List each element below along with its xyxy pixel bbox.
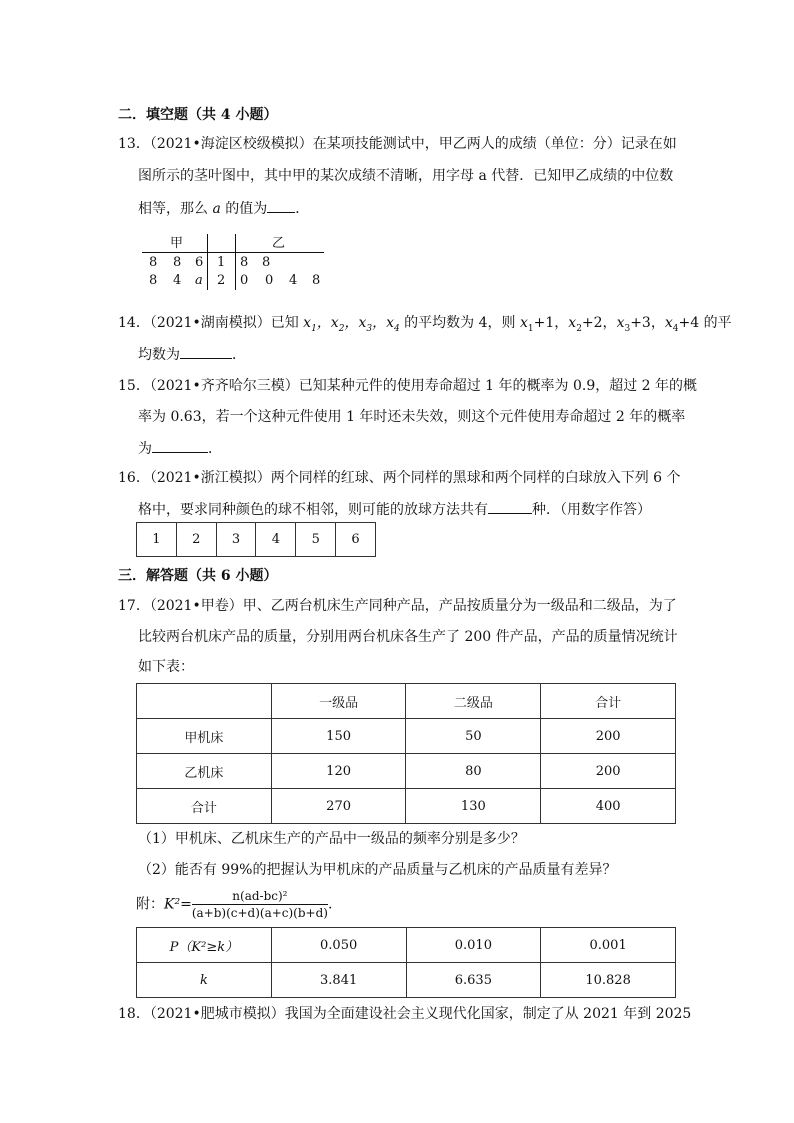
stemleaf-leaf: 8 [149,273,158,288]
q15-line-2: 率为 0.63，若一个这种元件使用 1 年时还未失效，则这个元件使用寿命超过 2 年的概率 [138,409,686,425]
q17-k-value-table [136,927,676,998]
q15-answer-blank[interactable] [152,438,208,453]
q17-line-1: 17．（2021•甲卷）甲、乙两台机床生产同种产品，产品按质量分为一级品和二级品，为了 [118,598,677,614]
stemleaf-leaf: 4 [289,273,298,288]
stemleaf-leaf: 4 [173,273,182,288]
table-row [137,789,676,824]
stemleaf-leaf: 8 [312,273,321,288]
q14-line-1: 14．（2021•湖南模拟）已知 $x_1$，$x_2$，$x_3$，$x_4$ 的平均数为 4，则 $x_1+1$，$x_2+2$，$x_3+3$，$x_4+4$ 的平 [118,315,732,334]
q16-cells-table [136,522,376,557]
q17-line-3: 如下表： [138,659,194,675]
stemleaf-right-divider [235,234,236,290]
section-3-heading: 三．解答题（共 6 小题） [118,568,278,584]
table-cell: 合计 [137,789,272,824]
q18-number: 18． [118,1006,150,1022]
table-cell: 10.828 [541,963,676,998]
q13-answer-blank[interactable] [267,198,295,213]
q16-number: 16． [118,470,150,486]
table-header-cell: 二级品 [406,684,541,719]
table-cell: 200 [541,754,676,789]
table-cell: 0.010 [406,928,541,963]
table-cell: 50 [406,719,541,754]
table-cell: 120 [271,754,406,789]
stemleaf-leaf: a [195,273,203,288]
q14-answer-blank[interactable] [180,344,232,359]
table-header-cell: 合计 [541,684,676,719]
stemleaf-leaf: 6 [195,255,204,270]
q13-line-1: 13．（2021•海淀区校级模拟）在某项技能测试中，甲乙两人的成绩（单位：分）记录在如 [118,136,677,152]
table-cell: k [137,963,272,998]
formula-fraction: $\frac{\text{n(ad-bc)²}}{(a+b)(c+d)(a+c)(b+d)}$ [191,889,328,920]
stemleaf-left-divider [207,234,208,290]
table-cell: 150 [271,719,406,754]
stemleaf-left-header: 甲 [170,236,184,251]
table-row [137,928,676,963]
table-cell: 甲机床 [137,719,272,754]
table-cell: 3.841 [271,963,406,998]
q14-shifted-variables: $x_1+1$，$x_2+2$，$x_3+3$，$x_4+4$ [520,315,700,334]
q17-line-2: 比较两台机床产品的质量，分别用两台机床各生产了 200 件产品，产品的质量情况统计 [138,629,678,645]
q16-cell: 5 [296,523,336,557]
q13-number: 13． [118,136,150,152]
q13-line-2: 图所示的茎叶图中，其中甲的某次成绩不清晰，用字母 a 代替．已知甲乙成绩的中位数 [138,168,674,184]
stemleaf-leaf: 8 [149,255,158,270]
q16-cell: 6 [336,523,376,557]
stemleaf-leaf: 8 [173,255,182,270]
table-cell: 80 [406,754,541,789]
q16-cell: 3 [216,523,256,557]
q13-line-3: 相等，那么 a 的值为 ． [138,198,309,219]
q15-line-1: 15．（2021•齐齐哈尔三模）已知某种元件的使用寿命超过 1 年的概率为 0.9，超过 2 年的概 [118,378,698,394]
q17-subquestion-2: （2）能否有 99%的把握认为甲机床的产品质量与乙机床的产品质量有差异？ [138,862,617,878]
q16-cell: 2 [176,523,216,557]
q17-formula: 附：K²= $\frac{\text{n(ad-bc)²}}{(a+b)(c+d)(a+c)(b+d)}$ . [136,889,333,920]
stemleaf-leaf: 8 [262,255,271,270]
table-cell: 200 [541,719,676,754]
table-cell: 270 [271,789,406,824]
stemleaf-leaf: 0 [265,273,274,288]
stemleaf-stem: 1 [217,255,226,270]
stemleaf-header-rule [142,252,324,253]
q16-cell: 1 [137,523,177,557]
table-cell: 130 [406,789,541,824]
table-cell: 0.001 [541,928,676,963]
q17-subquestion-1: （1）甲机床、乙机床生产的产品中一级品的频率分别是多少？ [138,831,525,847]
q14-line-2: 均数为 ． [138,344,246,365]
table-cell: 6.635 [406,963,541,998]
q14-variables: $x_1$，$x_2$，$x_3$，$x_4$ [303,315,400,334]
q16-answer-blank[interactable] [488,499,532,514]
q16-cell: 4 [256,523,296,557]
table-row [137,754,676,789]
table-cell: 0.050 [271,928,406,963]
q17-quality-table [136,683,676,824]
q16-line-1: 16．（2021•浙江模拟）两个同样的红球、两个同样的黑球和两个同样的白球放入下列 6 个 [118,470,681,486]
q18-line-1: 18．（2021•肥城市模拟）我国为全面建设社会主义现代化国家，制定了从 2021 年到 2025 [118,1006,692,1022]
q16-line-2: 格中，要求同种颜色的球不相邻，则可能的放球方法共有 种．（用数字作答） [138,499,651,520]
table-header-cell: 一级品 [271,684,406,719]
stemleaf-right-header: 乙 [272,236,286,251]
stemleaf-leaf: 8 [240,255,249,270]
q17-number: 17． [118,598,150,614]
q14-number: 14． [118,315,150,331]
table-cell: P（K²≥k） [137,928,272,963]
q15-line-3: 为 ． [138,438,222,459]
table-cell: 400 [541,789,676,824]
section-2-heading: 二．填空题（共 4 小题） [118,107,278,123]
stemleaf-leaf: 0 [240,273,249,288]
table-header-row [137,684,676,719]
table-cell: 乙机床 [137,754,272,789]
table-header-cell [137,684,272,719]
stemleaf-stem: 2 [217,273,226,288]
table-row [137,963,676,998]
table-row [137,719,676,754]
q15-number: 15． [118,378,150,394]
